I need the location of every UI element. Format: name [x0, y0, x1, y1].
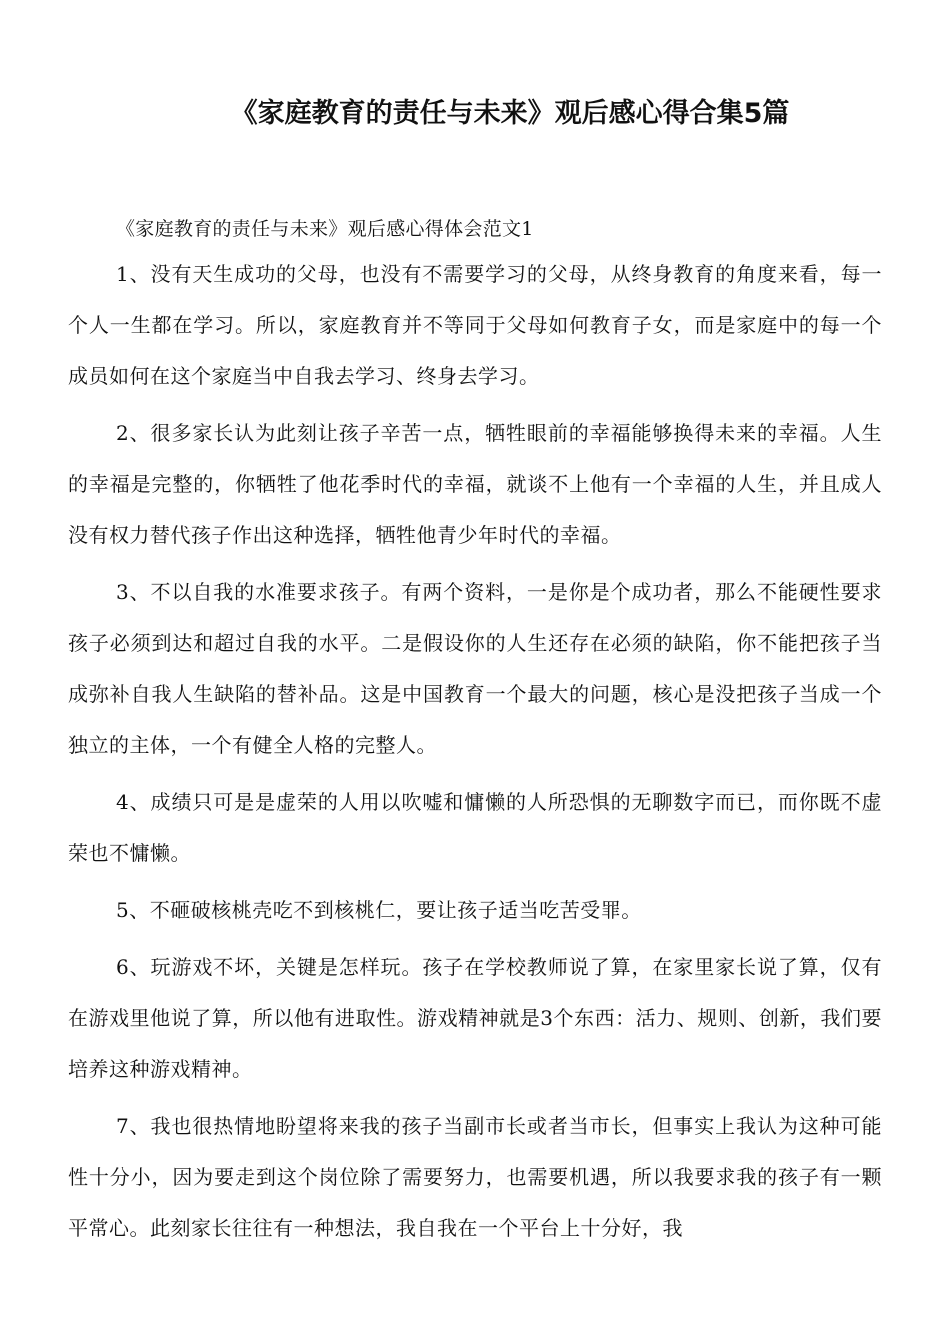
document-body [68, 209, 882, 1260]
paragraph-3: 3、不以自我的水准要求孩子。有两个资料，一是你是个成功者，那么不能硬性要求孩子必须到达和超过自我的水平。二是假设你的人生还存在必须的缺陷，你不能把孩子当成弥补自我人生缺陷的替补品。这是中国教育一个最大的问题，核心是没把孩子当成一个独立的主体，一个有健全人格的完整人。 [68, 580, 882, 757]
paragraph-7: 7、我也很热情地盼望将来我的孩子当副市长或者当市长，但事实上我认为这种可能性十分小，因为要走到这个岗位除了需要努力，也需要机遇，所以我要求我的孩子有一颗平常心。此刻家长往往有一种想法，我自我在一个平台上十分好，我 [68, 1114, 882, 1240]
paragraph-1: 1、没有天生成功的父母，也没有不需要学习的父母，从终身教育的角度来看，每一个人一生都在学习。所以，家庭教育并不等同于父母如何教育子女，而是家庭中的每一个成员如何在这个家庭当中自我去学习、终身去学习。 [68, 262, 882, 388]
document-title: 《家庭教育的责任与未来》观后感心得合集5篇 [230, 98, 790, 129]
paragraph-5: 5、不砸破核桃壳吃不到核桃仁，要让孩子适当吃苦受罪。 [116, 898, 642, 922]
paragraph-6: 6、玩游戏不坏，关键是怎样玩。孩子在学校教师说了算，在家里家长说了算，仅有在游戏里他说了算，所以他有进取性。游戏精神就是3个东西：活力、规则、创新，我们要培养这种游戏精神。 [68, 955, 882, 1081]
section-heading: 《家庭教育的责任与未来》观后感心得体会范文1 [116, 218, 534, 240]
paragraph-2: 2、很多家长认为此刻让孩子辛苦一点，牺牲眼前的幸福能够换得未来的幸福。人生的幸福是完整的，你牺牲了他花季时代的幸福，就谈不上他有一个幸福的人生，并且成人没有权力替代孩子作出这种选择，牺牲他青少年时代的幸福。 [68, 421, 882, 547]
paragraph-4: 4、成绩只可是是虚荣的人用以吹嘘和慵懒的人所恐惧的无聊数字而已，而你既不虚荣也不慵懒。 [68, 790, 882, 865]
